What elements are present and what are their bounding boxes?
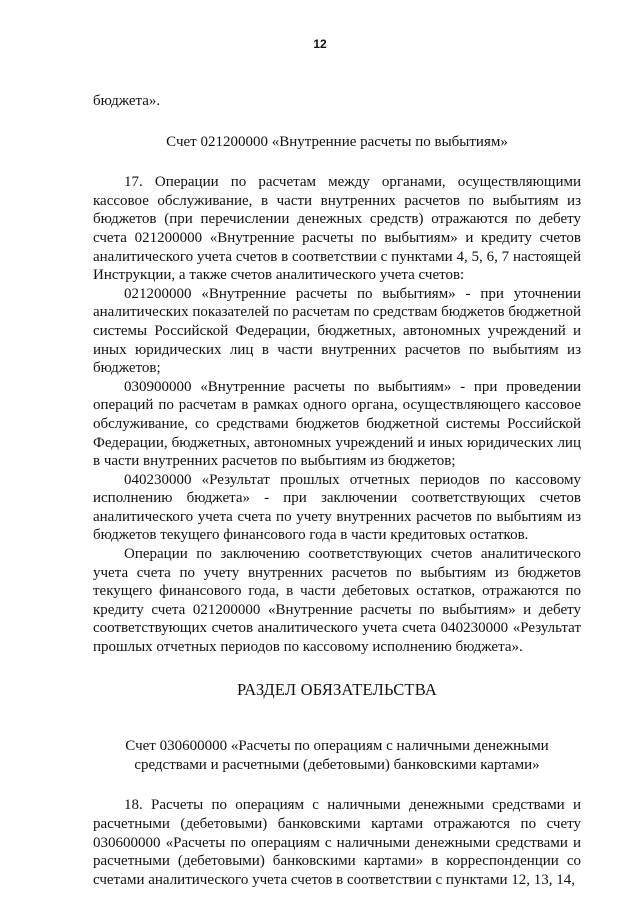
paragraph-021200000: 021200000 «Внутренние расчеты по выбытиям» - при уточнении аналитических показателей по расчетам по средствам бюджетов бюджетной системы Российской Федерации, бюджетных, автономных учреждений и иных юридических лиц в части внутренних расчетов по выбытиям из бюджетов; [93,285,581,377]
section-title: РАЗДЕЛ ОБЯЗАТЕЛЬСТВА [236,679,437,699]
spacer [93,657,581,681]
account-heading-030600000-line1: Счет 030600000 «Расчеты по операциям с наличными денежными [125,738,549,755]
paragraph-18: 18. Расчеты по операциям с наличными денежными средствами и расчетными (дебетовыми) банковскими картами отражаются по счету 030600000 «Расчеты по операциям с наличными денежными средствами и расчетными (дебетовыми) банковскими картами» в корреспонденции со счетами аналитического учета счетов в соответствии с пунктами 12, 13, 14, [93,797,581,888]
spacer [93,111,581,133]
account-heading-021200000: Счет 021200000 «Внутренние расчеты по выбытиям» [166,133,508,150]
paragraph-continuation: бюджета». [93,93,161,109]
spacer [93,151,581,173]
paragraph-040230000: 040230000 «Результат прошлых отчетных периодов по кассовому исполнению бюджета» - при заключении соответствующих счетов аналитического учета счета по учету внутренних расчетов по выбытиям из бюджетов текущего финансового года в части кредитовых остатков. [93,471,581,544]
page-number: 12 [313,37,327,51]
paragraph-17: 17. Операции по расчетам между органами, осуществляющими кассовое обслуживание, в части внутренних расчетов по выбытиям из бюджетов (при перечислении денежных средств) отражаются по дебету счета 021200000 «Внутренние расчеты по выбытиям» и кредиту счетов аналитического учета счетов в соответствии с пунктами 4, 5, 6, 7 настоящей Инструкции, а также счетов аналитического учета счетов: [93,174,581,284]
paragraph-closing-operations: Операции по заключению соответствующих счетов аналитического учета счета по учету внутренних расчетов по выбытиям из бюджетов текущего финансового года, в части дебетовых остатков, отражаются по кредиту счета 021200000 «Внутренние расчеты по выбытиям» и дебету соответствующих счетов аналитического учета счета 040230000 «Результат прошлых отчетных периодов по кассовому исполнению бюджета». [93,546,581,656]
document-body [93,92,581,889]
account-heading-030600000-line2: средствами и расчетными (дебетовыми) банковскими картами» [134,756,540,773]
spacer [93,699,581,737]
paragraph-030900000: 030900000 «Внутренние расчеты по выбытиям» - при проведении операций по расчетам в рамках одного органа, осуществляющего кассовое обслуживание, со средствами бюджетов бюджетной системы Российской Федерации, бюджетных, автономных учреждений и иных юридических лиц в части внутренних расчетов по выбытиям из бюджетов; [93,378,581,470]
spacer [93,774,581,796]
